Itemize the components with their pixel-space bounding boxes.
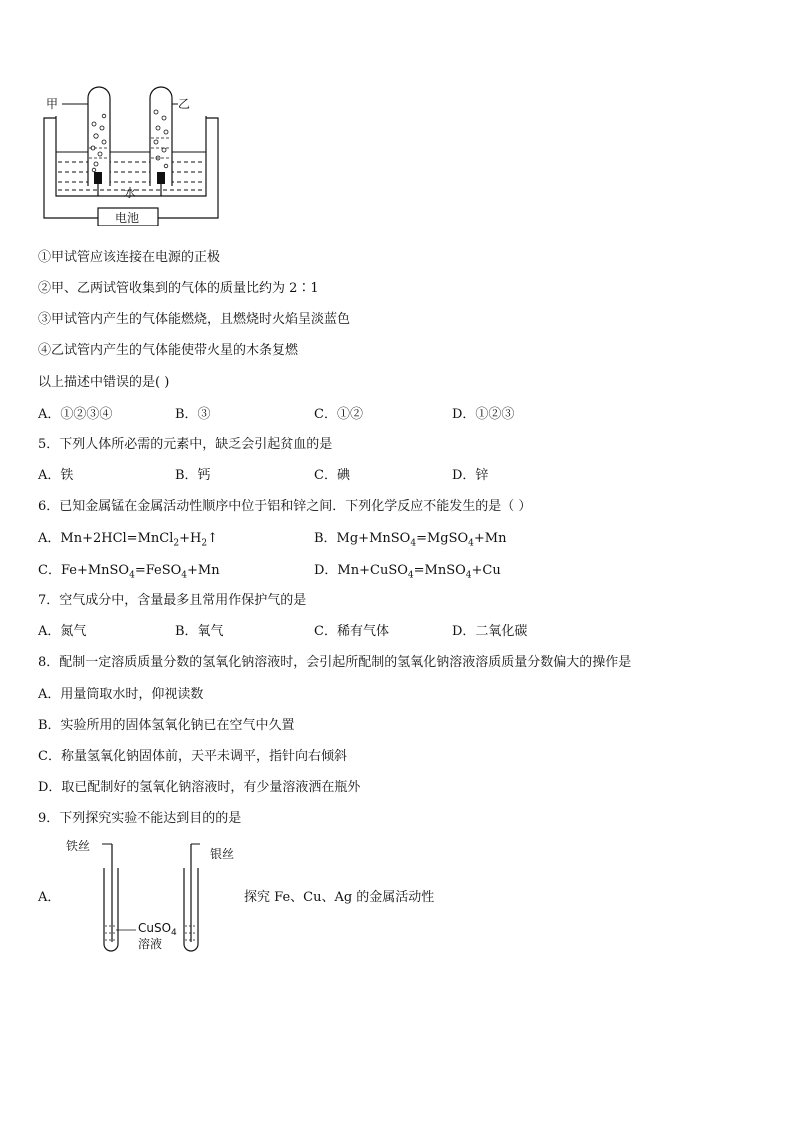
q8-option-d[interactable]: D．取已配制好的氢氧化钠溶液时，有少量溶液洒在瓶外: [38, 780, 361, 795]
label-battery: 电池: [115, 211, 140, 225]
q6-d-text-2: =MnSO: [413, 563, 466, 578]
q4-option-a[interactable]: A．①②③④: [38, 407, 113, 422]
metal-activity-figure: [60, 838, 250, 958]
q7-stem: 7．空气成分中，含量最多且常用作保护气的是: [38, 593, 307, 608]
q6-option-d[interactable]: [314, 562, 501, 585]
q6-b-text-1: B．Mg+MnSO: [314, 531, 411, 546]
label-silver-wire: 银丝: [210, 847, 235, 861]
q6-b-text-3: +Mn: [473, 531, 507, 546]
label-cuso4-text: CuSO: [138, 921, 172, 935]
q6-d-text-3: +Cu: [471, 563, 501, 578]
q5-option-a[interactable]: A．铁: [38, 468, 74, 483]
q4-statement-2: ②甲、乙两试管收集到的气体的质量比约为 2∶1: [38, 281, 319, 296]
q9-option-a-text: 探究 Fe、Cu、Ag 的金属活动性: [244, 890, 435, 905]
q4-statement-4: ④乙试管内产生的气体能使带火星的木条复燃: [38, 343, 299, 358]
q7-option-c[interactable]: C．稀有气体: [314, 624, 389, 639]
q4-stem: 以上描述中错误的是( ): [38, 375, 170, 390]
q5-option-d[interactable]: D．锌: [452, 468, 489, 483]
q6-a-text-2: +H: [179, 531, 202, 546]
q4-option-b[interactable]: B．③: [175, 407, 211, 422]
label-iron-wire: 铁丝: [66, 839, 91, 853]
q6-d-sub-1: 4: [407, 570, 414, 581]
label-jia: 甲: [46, 97, 59, 111]
q9-option-a-letter[interactable]: A．: [38, 890, 61, 905]
q6-b-sub-2: 4: [468, 538, 474, 549]
q5-stem: 5．下列人体所必需的元素中，缺乏会引起贫血的是: [38, 437, 333, 452]
q6-c-text-2: =FeSO: [134, 563, 182, 578]
label-cuso4-sub: 4: [171, 928, 177, 938]
q8-option-a[interactable]: A．用量筒取水时，仰视读数: [38, 687, 204, 702]
q4-statement-1: ①甲试管应该连接在电源的正极: [38, 250, 221, 265]
q8-option-b[interactable]: B．实验所用的固体氢氧化钠已在空气中久置: [38, 718, 295, 733]
q8-option-c[interactable]: C．称量氢氧化钠固体前，天平未调平，指针向右倾斜: [38, 749, 347, 764]
q6-c-sub-1: 4: [129, 570, 135, 581]
q6-c-sub-2: 4: [181, 570, 188, 581]
q6-b-sub-1: 4: [410, 538, 417, 549]
label-cuso4: [138, 921, 177, 938]
q5-option-b[interactable]: B．钙: [175, 468, 211, 483]
q6-a-sub-1: 2: [173, 538, 180, 549]
q6-c-text-1: C．Fe+MnSO: [38, 563, 130, 578]
label-water: 水: [124, 186, 137, 200]
electrolysis-figure: [38, 86, 228, 226]
q6-option-b[interactable]: [314, 530, 506, 553]
q7-option-a[interactable]: A．氮气: [38, 624, 87, 639]
label-solution: 溶液: [138, 937, 163, 951]
q9-stem: 9．下列探究实验不能达到目的的是: [38, 811, 242, 826]
q6-stem: 6．已知金属锰在金属活动性顺序中位于铝和锌之间．下列化学反应不能发生的是（ ）: [38, 499, 532, 514]
q6-d-text-1: D．Mn+CuSO: [314, 563, 408, 578]
q7-option-d[interactable]: D．二氧化碳: [452, 624, 528, 639]
q4-statement-3: ③甲试管内产生的气体能燃烧，且燃烧时火焰呈淡蓝色: [38, 312, 351, 327]
q5-option-c[interactable]: C．碘: [314, 468, 350, 483]
q6-d-sub-2: 4: [465, 570, 472, 581]
q4-option-c[interactable]: C．①②: [314, 407, 363, 422]
q6-b-text-2: =MgSO: [416, 531, 469, 546]
label-yi: 乙: [178, 97, 191, 111]
q6-option-c[interactable]: [38, 562, 220, 585]
q7-option-b[interactable]: B．氧气: [175, 624, 224, 639]
q6-a-text-1: A．Mn+2HCl=MnCl: [38, 531, 174, 546]
q6-a-sub-2: 2: [201, 538, 208, 549]
q6-option-a[interactable]: [38, 530, 218, 553]
q8-stem: 8．配制一定溶质质量分数的氢氧化钠溶液时，会引起所配制的氢氧化钠溶液溶质质量分数偏大的操作是: [38, 655, 632, 670]
q6-c-text-3: +Mn: [187, 563, 220, 578]
q4-option-d[interactable]: D．①②③: [452, 407, 515, 422]
q6-a-text-3: ↑: [207, 531, 218, 546]
